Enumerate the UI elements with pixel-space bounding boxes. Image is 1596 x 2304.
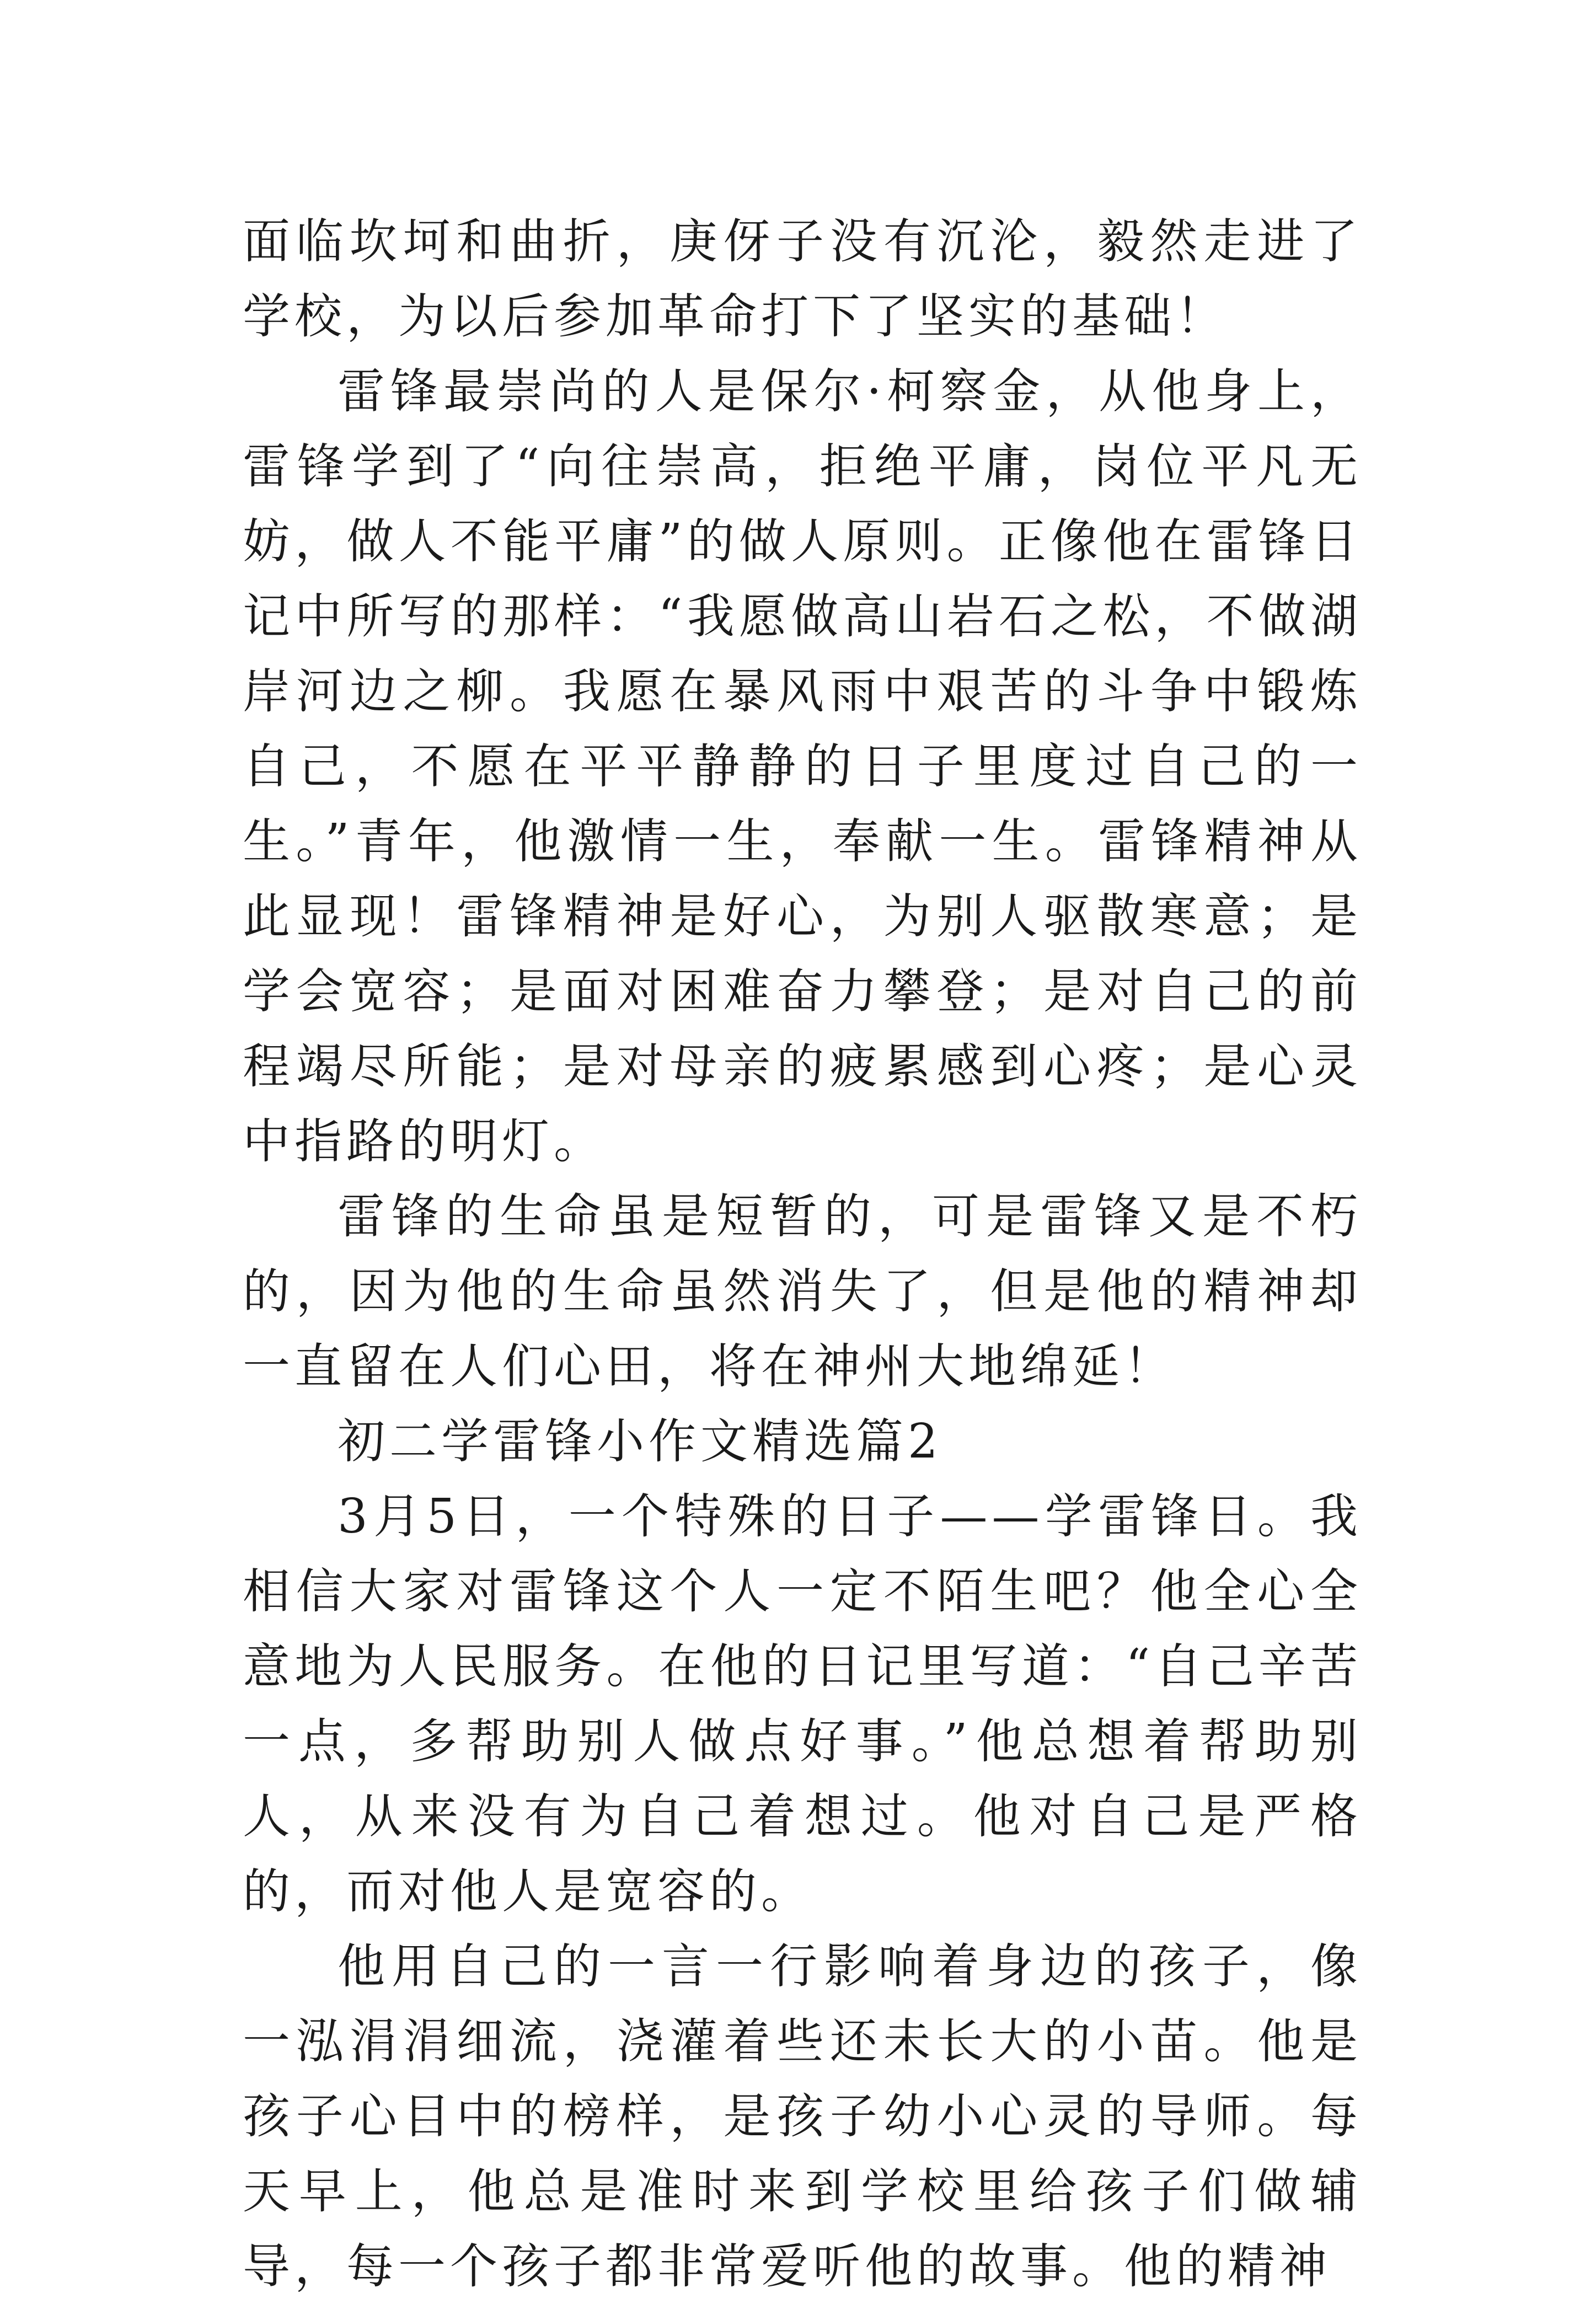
paragraph-lei-feng-legacy: 雷锋的生命虽是短暂的，可是雷锋又是不朽的，因为他的生命虽然消失了，但是他的精神却一直留在人们心田，将在神州大地绵延！ xyxy=(243,1189,1362,1394)
section-heading: 初二学雷锋小作文精选篇2 xyxy=(338,1414,942,1469)
paragraph-continuation: 面临坎坷和曲折，庚伢子没有沉沦，毅然走进了学校，为以后参加革命打下了坚实的基础！ xyxy=(243,214,1362,344)
paragraph-influence: 他用自己的一言一行影响着身边的孩子，像一泓涓涓细流，浇灌着些还未长大的小苗。他是孩子心目中的榜样，是孩子幼小心灵的导师。每天早上，他总是准时来到学校里给孩子们做辅导，每一个孩子都非常爱听他的故事。他的精神 xyxy=(243,1939,1362,2294)
document-body xyxy=(243,204,1362,2304)
paragraph-march-fifth: 3月5日，一个特殊的日子——学雷锋日。我相信大家对雷锋这个人一定不陌生吧？他全心全意地为人民服务。在他的日记里写道：“自己辛苦一点，多帮助别人做点好事。”他总想着帮助别人，从来没有为自己着想过。他对自己是严格的，而对他人是宽容的。 xyxy=(243,1489,1362,1919)
paragraph-lei-feng-idol: 雷锋最崇尚的人是保尔·柯察金，从他身上，雷锋学到了“向往崇高，拒绝平庸，岗位平凡无妨，做人不能平庸”的做人原则。正像他在雷锋日记中所写的那样：“我愿做高山岩石之松，不做湖岸河边之柳。我愿在暴风雨中艰苦的斗争中锻炼自己，不愿在平平静静的日子里度过自己的一生。”青年，他激情一生，奉献一生。雷锋精神从此显现！雷锋精神是好心，为别人驱散寒意；是学会宽容；是面对困难奋力攀登；是对自己的前程竭尽所能；是对母亲的疲累感到心疼；是心灵中指路的明灯。 xyxy=(243,364,1362,1169)
